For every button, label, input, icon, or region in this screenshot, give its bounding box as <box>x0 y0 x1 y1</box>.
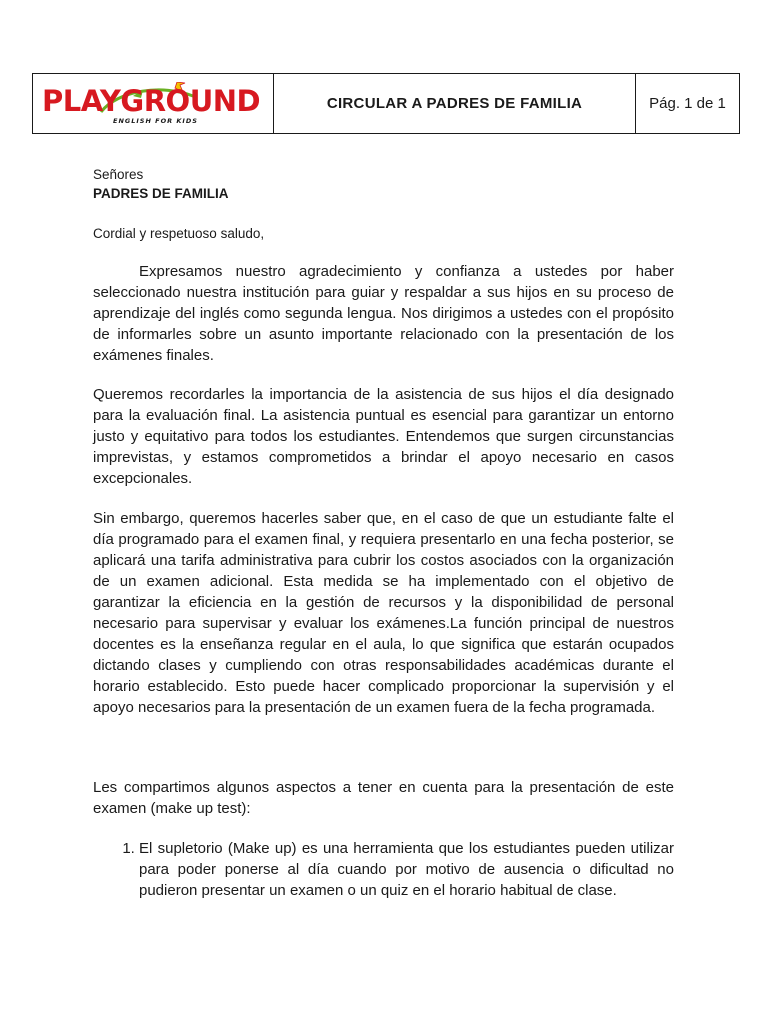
greeting: Cordial y respetuoso saludo, <box>93 226 265 241</box>
logo-tagline: ENGLISH FOR KIDS <box>113 117 198 125</box>
salutation-line-2: PADRES DE FAMILIA <box>93 186 229 201</box>
logo-wordmark: PLAYGROUND <box>42 84 261 118</box>
document-header <box>32 73 740 134</box>
paragraph-1: Expresamos nuestro agradecimiento y confianza a ustedes por haber seleccionado nuestra institución para guiar y respaldar a sus hijos en su proceso de aprendizaje del inglés como segunda lengua. Nos dirigimos a ustedes con el propósito de informarles sobre un asunto importante relacionado con la presentación de los exámenes finales. <box>93 263 674 364</box>
paragraph-2: Queremos recordarles la importancia de la asistencia de sus hijos el día designado para la evaluación final. La asistencia puntual es esencial para garantizar un entorno justo y equitativo para todos los estudiantes. Entendemos que surgen circunstancias imprevistas, y estamos comprometidos a brindar el apoyo necesario en casos excepcionales. <box>93 386 674 487</box>
aspects-list <box>93 838 674 901</box>
paragraph-3: Sin embargo, queremos hacerles saber que, en el caso de que un estudiante falte el día programado para el examen final, y requiera presentarlo en una fecha posterior, se aplicará una tarifa administrativa para cubrir los costos asociados con la organización de un examen adicional. Esta medida se ha implementado con el objetivo de garantizar la eficiencia en la gestión de recursos y la disponibilidad de personal necesario para supervisar y evaluar los exámenes.La función principal de nuestros docentes es la enseñanza regular en el aula, lo que significa que estarán ocupados dictando clases y cumpliendo con otras responsabilidades académicas durante el horario establecido. Esto puede hacer complicado proporcionar la supervisión y el apoyo necesarios para la presentación de un examen fuera de la fecha programada. <box>93 510 674 716</box>
list-item: 1. El supletorio (Make up) es una herramienta que los estudiantes pueden utilizar para poder ponerse al día cuando por motivo de ausencia o dificultad no pudieron presentar un examen o un quiz en el horario habitual de clase. <box>139 838 674 901</box>
logo-cell <box>33 74 274 133</box>
paragraph-4: Les compartimos algunos aspectos a tener en cuenta para la presentación de este examen (make up test): <box>93 779 674 817</box>
document-title: CIRCULAR A PADRES DE FAMILIA <box>274 74 636 133</box>
page-indicator: Pág. 1 de 1 <box>649 95 726 112</box>
salutation-line-1: Señores <box>93 167 144 182</box>
